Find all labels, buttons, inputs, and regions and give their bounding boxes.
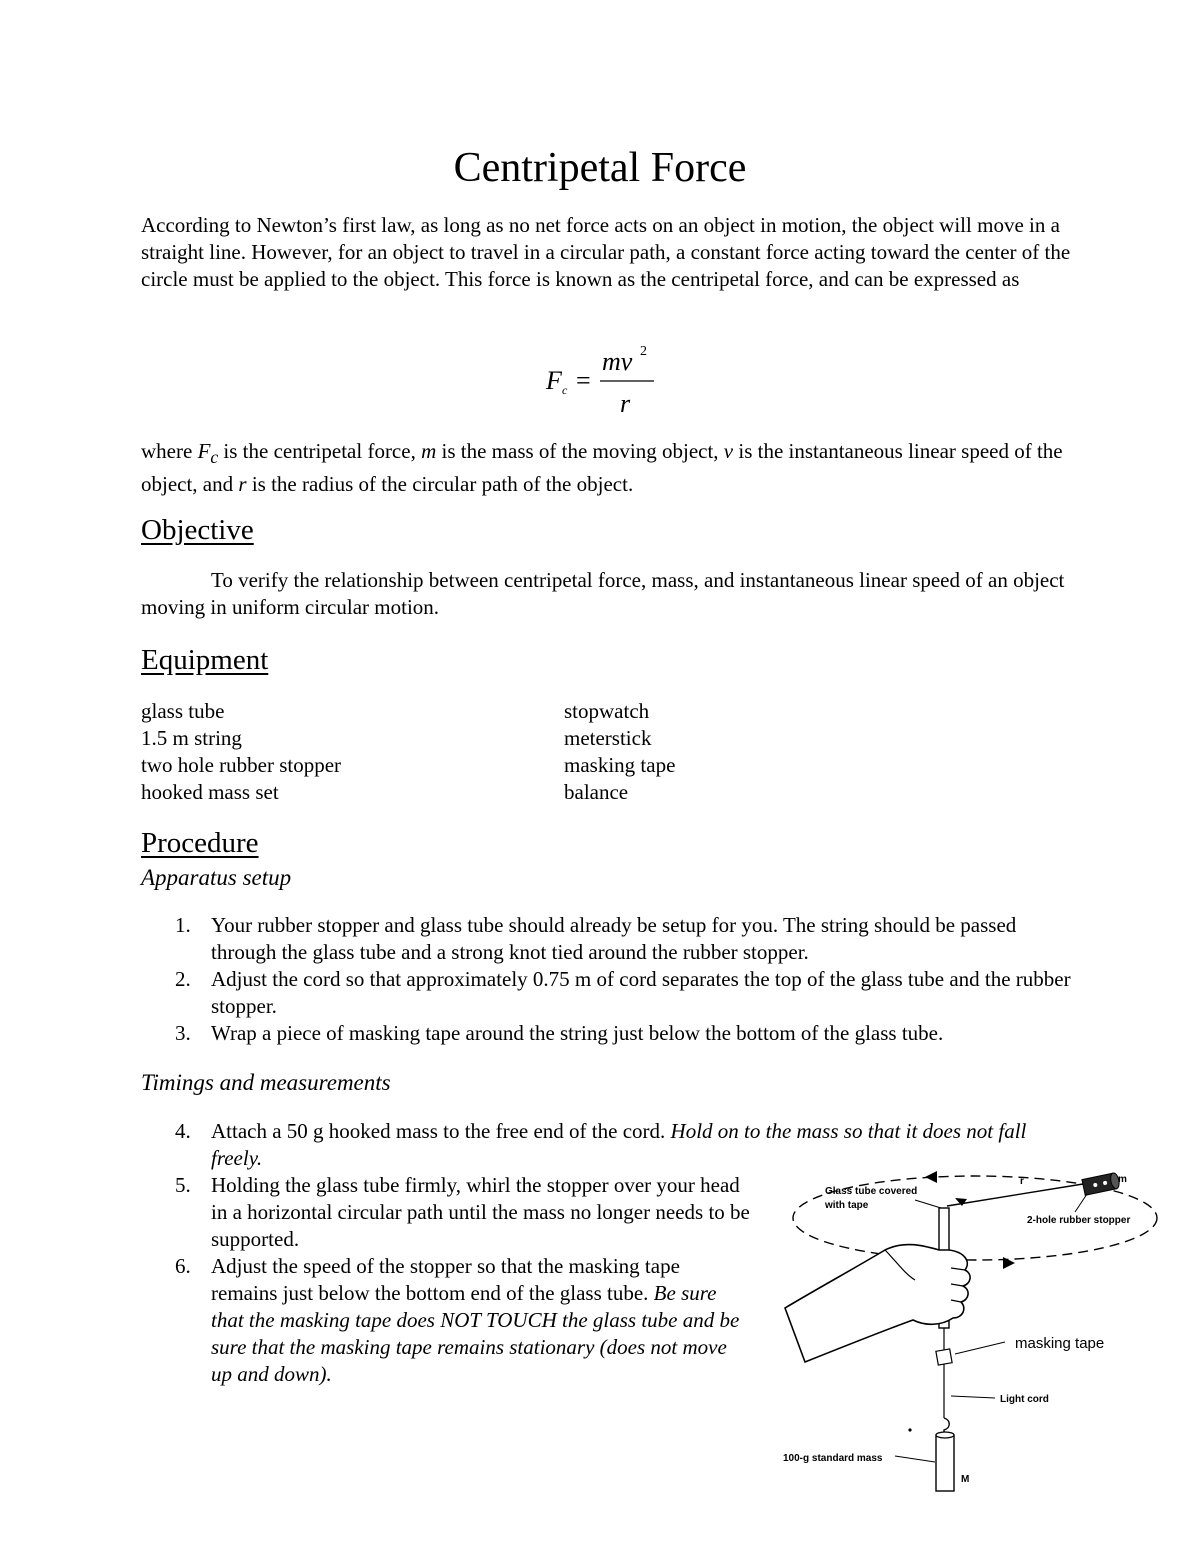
objective-heading: Objective (141, 514, 254, 546)
where-text: is the instantaneous linear speed of the object, and (141, 439, 1063, 497)
step-number: 6. (175, 1254, 191, 1278)
step-number: 2. (175, 967, 191, 991)
procedure-step (141, 966, 1071, 1020)
equipment-item: balance (564, 780, 629, 804)
tape-leader (955, 1342, 1005, 1354)
formula-equals: = (576, 366, 591, 395)
apparatus-subheading: Apparatus setup (141, 865, 292, 890)
fig-label-m: m (1118, 1174, 1127, 1185)
step-number: 1. (175, 913, 191, 937)
masking-tape-piece (936, 1349, 952, 1365)
step-text: Holding the glass tube firmly, whirl the stopper over your head in a horizontal circular path until the mass no longer needs to be supported. (211, 1173, 750, 1251)
procedure-step (141, 1172, 751, 1253)
equipment-item: 1.5 m string (141, 726, 242, 750)
apparatus-steps (141, 912, 1071, 1047)
equipment-list-right (564, 698, 675, 806)
formula-exponent: 2 (640, 344, 647, 359)
fig-label-tube-2: with tape (825, 1200, 869, 1211)
step-text: Wrap a piece of masking tape around the string just below the bottom of the glass tube. (211, 1021, 944, 1045)
procedure-heading: Procedure (141, 827, 259, 859)
tube-leader (915, 1200, 941, 1208)
hand-drawing (785, 1245, 970, 1362)
step-text: Attach a 50 g hooked mass to the free end of the cord. (211, 1119, 671, 1143)
symbol-fc: F (197, 439, 211, 463)
figure-dot (908, 1428, 911, 1431)
mass-leader (895, 1456, 935, 1462)
where-paragraph (141, 438, 1071, 498)
procedure-step (141, 912, 1071, 966)
step-number: 5. (175, 1173, 191, 1197)
formula-denominator: r (620, 389, 631, 418)
step-text: Adjust the cord so that approximately 0.75 m of cord separates the top of the glass tube and the rubber stopper. (211, 967, 1071, 1018)
page-title: Centripetal Force (453, 145, 747, 191)
objective-paragraph (141, 567, 1071, 621)
fig-label-mass: 100-g standard mass (783, 1453, 883, 1464)
symbol-r: r (238, 472, 247, 497)
equipment-item: hooked mass set (141, 780, 279, 804)
fig-label-tube: Glass tube covered (825, 1186, 918, 1197)
step-italic-text: Be sure that the masking tape does NOT TOUCH the glass tube and be sure that the masking tape remains stationary (does not move up and down). (211, 1281, 740, 1386)
step-text: Adjust the speed of the stopper so that the masking tape remains just below the bottom end of the glass tube. (211, 1254, 680, 1305)
equipment-item: glass tube (141, 699, 225, 723)
intro-paragraph (141, 212, 1071, 293)
where-text: is the mass of the moving object, (436, 439, 724, 463)
rubber-stopper (1082, 1172, 1121, 1195)
fig-label-stopper: 2-hole rubber stopper (1027, 1215, 1131, 1226)
timings-subheading: Timings and measurements (141, 1070, 391, 1095)
equipment-heading: Equipment (141, 644, 269, 676)
fig-label-tape: masking tape (1015, 1335, 1105, 1352)
formula-lhs-sub: c (562, 383, 568, 397)
procedure-step (141, 1020, 1071, 1047)
apparatus-figure (765, 1150, 1165, 1510)
step-italic-text: Hold on to the mass so that it does not fall freely. (211, 1119, 1027, 1170)
symbol-fc-sub: c (210, 447, 219, 468)
equipment-item: two hole rubber stopper (141, 753, 342, 777)
formula-lhs: F (546, 366, 562, 395)
cord-leader (951, 1396, 995, 1398)
centripetal-force-formula (540, 340, 670, 420)
step-text: Your rubber stopper and glass tube should already be setup for you. The string should be passed through the glass tube and a strong knot tied around the rubber stopper. (211, 913, 1017, 964)
procedure-step (141, 1253, 751, 1388)
step-number: 4. (175, 1119, 191, 1143)
fig-label-r: r (1020, 1176, 1024, 1187)
objective-text: To verify the relationship between centripetal force, mass, and instantaneous linear speed of an object moving in uniform circular motion. (141, 568, 1065, 619)
orbit-arrow-bottom-icon (1003, 1257, 1015, 1269)
intro-text: According to Newton’s first law, as long as no net force acts on an object in motion, the object will move in a straight line. However, for an object to travel in a circular path, a constant force acting toward the center of the circle must be applied to the object. This force is known as the centripetal force, and can be expressed as (141, 213, 1071, 291)
radius-line (947, 1184, 1083, 1206)
symbol-v: v (723, 439, 734, 463)
where-text: is the centripetal force, (218, 439, 422, 463)
where-text: is the radius of the circular path of the object. (246, 472, 634, 497)
equipment-item: meterstick (564, 726, 652, 750)
equipment-item: stopwatch (564, 699, 650, 723)
hooked-mass (936, 1435, 954, 1491)
stopper-leader (1075, 1194, 1087, 1212)
where-text: where (141, 439, 198, 463)
step-number: 3. (175, 1021, 191, 1045)
orbit-arrow-top-icon (925, 1171, 937, 1183)
fig-label-cord: Light cord (1000, 1394, 1049, 1405)
equipment-list-left (141, 698, 341, 806)
fig-label-M: M (961, 1474, 970, 1485)
symbol-m: m (421, 439, 437, 463)
equipment-item: masking tape (564, 753, 676, 777)
formula-numerator: mv (602, 347, 633, 376)
